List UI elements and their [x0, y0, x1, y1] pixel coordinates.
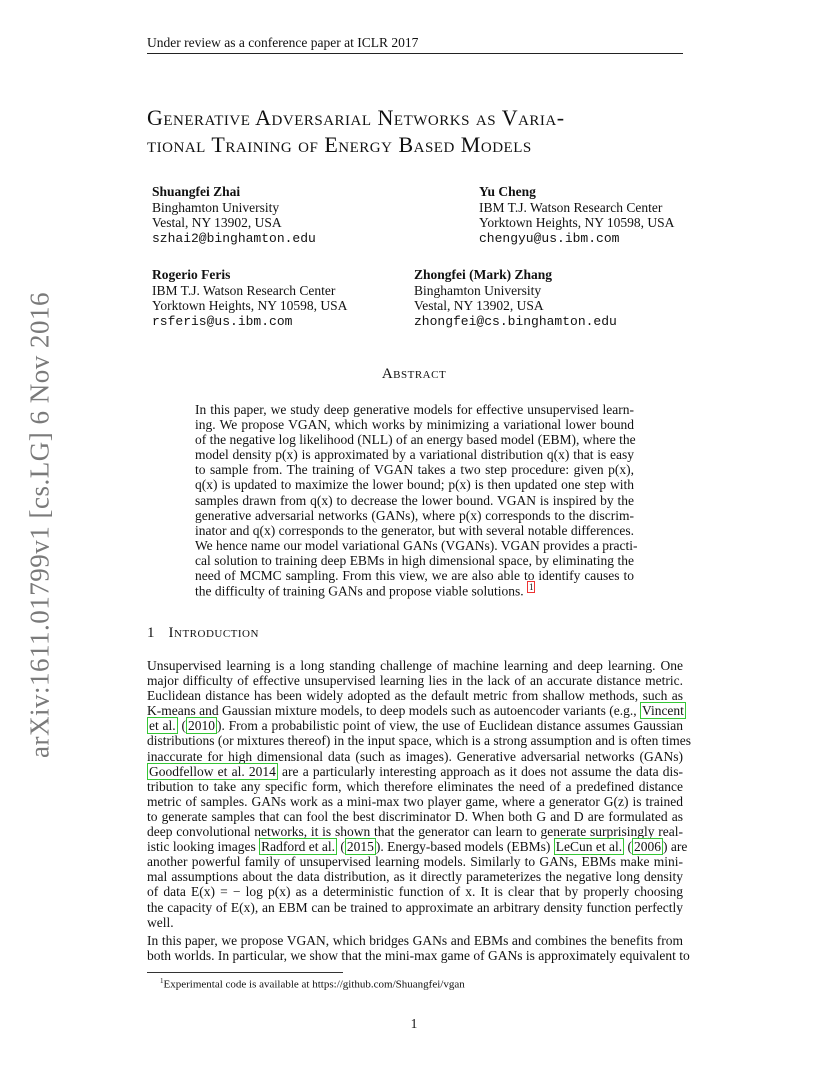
text-line: et al. ( 2010 ). From a probabilistic point of view, the use of Euclidean distance assumes Gaussian: [149, 718, 683, 734]
text-line: the capacity of E(x), an EBM can be trained to approximate an arbitrary density function perfectly: [147, 899, 683, 915]
text-line: well.: [147, 914, 174, 930]
abstract-line: generative adversarial networks (GANs), where p(x) corresponds to the discrim-: [195, 507, 634, 523]
section-title: Introduction: [168, 625, 259, 641]
arxiv-stamp: arXiv:1611.01799v1 [cs.LG] 6 Nov 2016: [24, 292, 55, 758]
author-name: Shuangfei Zhai: [152, 184, 241, 199]
citation-link[interactable]: et al.: [149, 718, 176, 734]
citation-link[interactable]: 2015: [346, 839, 374, 855]
running-header: Under review as a conference paper at ICLR 2017: [147, 35, 419, 50]
text-line: metric of samples. GANs work as a mini-max two player game, where a generator G(z) is trained: [147, 793, 683, 809]
text-line: distributions (or mixtures thereof) in the input space, which is a strong assumption and is often times: [147, 733, 692, 749]
abstract-line: samples drawn from q(x) to decrease the lower bound. VGAN is inspired by the: [195, 492, 634, 508]
author-email: zhongfei@cs.binghamton.edu: [414, 313, 617, 329]
text-line: [147, 703, 683, 718]
abstract-heading: Abstract: [381, 366, 447, 382]
abstract-body: [195, 402, 638, 599]
abstract-line: [195, 583, 634, 599]
author-block: [152, 184, 316, 246]
text-line: Unsupervised learning is a long standing challenge of machine learning and deep learning. One: [147, 658, 683, 673]
author-affiliation: Binghamton University: [414, 282, 542, 298]
intro-paragraph-2: [147, 933, 690, 964]
author-affiliation: Binghamton University: [152, 199, 280, 215]
citation-link[interactable]: 2010: [187, 718, 215, 734]
text-fragment: are: [667, 839, 688, 855]
footnote-rule: [147, 972, 343, 973]
author-address: Vestal, NY 13902, USA: [414, 298, 544, 313]
text-line: another powerful family of unsupervised learning models. Similarly to GANs, EBMs make mini-: [147, 854, 683, 870]
citation-link[interactable]: Vincent: [642, 703, 684, 719]
text-fragment: istic looking images: [147, 839, 260, 855]
paper-title: [147, 104, 687, 158]
text-fragment: . Energy-based models (EBMs): [380, 839, 554, 855]
text-fragment: are a particularly interesting approach as it does not assume the data dis-: [277, 763, 683, 779]
abstract-line: to sample from. The training of VGAN takes a two step procedure: given p(x),: [195, 462, 634, 478]
abstract-line-text: the difficulty of training GANs and propose viable solutions.: [195, 583, 524, 599]
author-name: Yu Cheng: [479, 184, 536, 199]
author-affiliation: IBM T.J. Watson Research Center: [152, 282, 336, 298]
citation-link[interactable]: 2006: [633, 839, 661, 855]
footnote: [160, 977, 465, 991]
title-line-2: tional Training of Energy Based Models: [147, 132, 532, 157]
author-name: Zhongfei (Mark) Zhang: [414, 267, 553, 282]
arxiv-sidebar: [20, 290, 60, 760]
abstract-line: cal solution to training deep EBMs in high dimensional space, by eliminating the: [195, 552, 634, 568]
author-address: Yorktown Heights, NY 10598, USA: [152, 298, 348, 313]
text-line: major difficulty of effective unsupervised learning lies in the lack of an accurate distance metric.: [147, 673, 683, 689]
author-address: Vestal, NY 13902, USA: [152, 215, 282, 230]
author-address: Yorktown Heights, NY 10598, USA: [479, 215, 675, 230]
abstract-line: need of MCMC sampling. From this view, we are also able to identify causes to: [195, 568, 634, 584]
abstract-line: We hence name our model variational GANs (VGANs). VGAN provides a practi-: [195, 537, 638, 553]
text-line: of data E(x) = − log p(x) as a deterministic function of x. It is clear that by properly choosing: [147, 884, 683, 900]
text-line: to generate samples that can fool the best discriminator D. When both G and D are formulated as: [147, 808, 683, 824]
footnote-mark: 1: [160, 977, 164, 985]
author-email: szhai2@binghamton.edu: [152, 230, 316, 246]
section-number: 1: [147, 625, 155, 641]
text-line: deep convolutional networks, it is shown that the generator can learn to generate surprisingly real-: [147, 824, 683, 840]
author-affiliation: IBM T.J. Watson Research Center: [479, 199, 663, 215]
intro-paragraph-1: [147, 658, 692, 930]
text-line: inaccurate for high dimensional data (such as images). Generative adversarial networks (GANs): [147, 748, 683, 764]
text-fragment: ). From a probabilistic point of view, the use of Euclidean distance assumes Gaussian: [216, 718, 683, 734]
author-block: [479, 184, 674, 246]
text-line: tribution to take any specific form, which therefore eliminates the need of a predefined distance: [147, 778, 683, 794]
text-line: In this paper, we propose VGAN, which bridges GANs and EBMs and combines the benefits from: [147, 933, 683, 948]
author-email: chengyu@us.ibm.com: [479, 230, 620, 246]
abstract-line: model density p(x) is approximated by a variational distribution q(x) that is easy: [195, 447, 634, 463]
abstract-line: q(x) is updated to maximize the lower bound; p(x) is then updated one step with: [195, 477, 634, 493]
abstract-line: ing. We propose VGAN, which works by minimizing a variational lower bound: [195, 417, 634, 433]
text-line: Euclidean distance has been widely adopted as the default metric from shallow methods, such as: [147, 688, 683, 704]
page-number: 1: [410, 1016, 418, 1031]
citation-link[interactable]: Radford et al.: [261, 839, 335, 855]
citation-link[interactable]: LeCun et al.: [555, 839, 623, 855]
title-line-1: Generative Adversarial Networks as Varia-: [147, 105, 565, 130]
abstract-line: of the negative log likelihood (NLL) of an energy based model (EBM), where the: [195, 432, 636, 448]
text-line: both worlds. In particular, we show that the mini-max game of GANs is approximately equivalent to: [147, 948, 690, 964]
abstract-line: In this paper, we study deep generative models for effective unsupervised learn-: [195, 402, 634, 417]
text-fragment: K-means and Gaussian mixture models, to deep models such as autoencoder variants (e.g.,: [147, 703, 640, 719]
citation-link[interactable]: Goodfellow et al. 2014: [149, 763, 276, 779]
footnote-link[interactable]: 1: [528, 582, 534, 593]
text-line: mal assumptions about the data distribution, as it directly parameterizes the negative long density: [147, 869, 683, 885]
header-rule: [147, 53, 683, 54]
footnote-text: Experimental code is available at https://github.com/Shuangfei/vgan: [163, 978, 465, 991]
text-line: [147, 764, 683, 779]
author-email: rsferis@us.ibm.com: [152, 313, 293, 329]
author-name: Rogerio Feris: [152, 267, 231, 282]
author-block: [152, 267, 347, 329]
author-block: [414, 267, 617, 329]
text-line: istic looking images Radford et al. ( 2015 ). Energy-based models (EBMs) LeCun et al. ( 2006 ) are: [147, 839, 688, 855]
abstract-line: inator and q(x) corresponds to the generator, but with several notable differences.: [195, 522, 634, 538]
section-heading: [147, 625, 259, 642]
